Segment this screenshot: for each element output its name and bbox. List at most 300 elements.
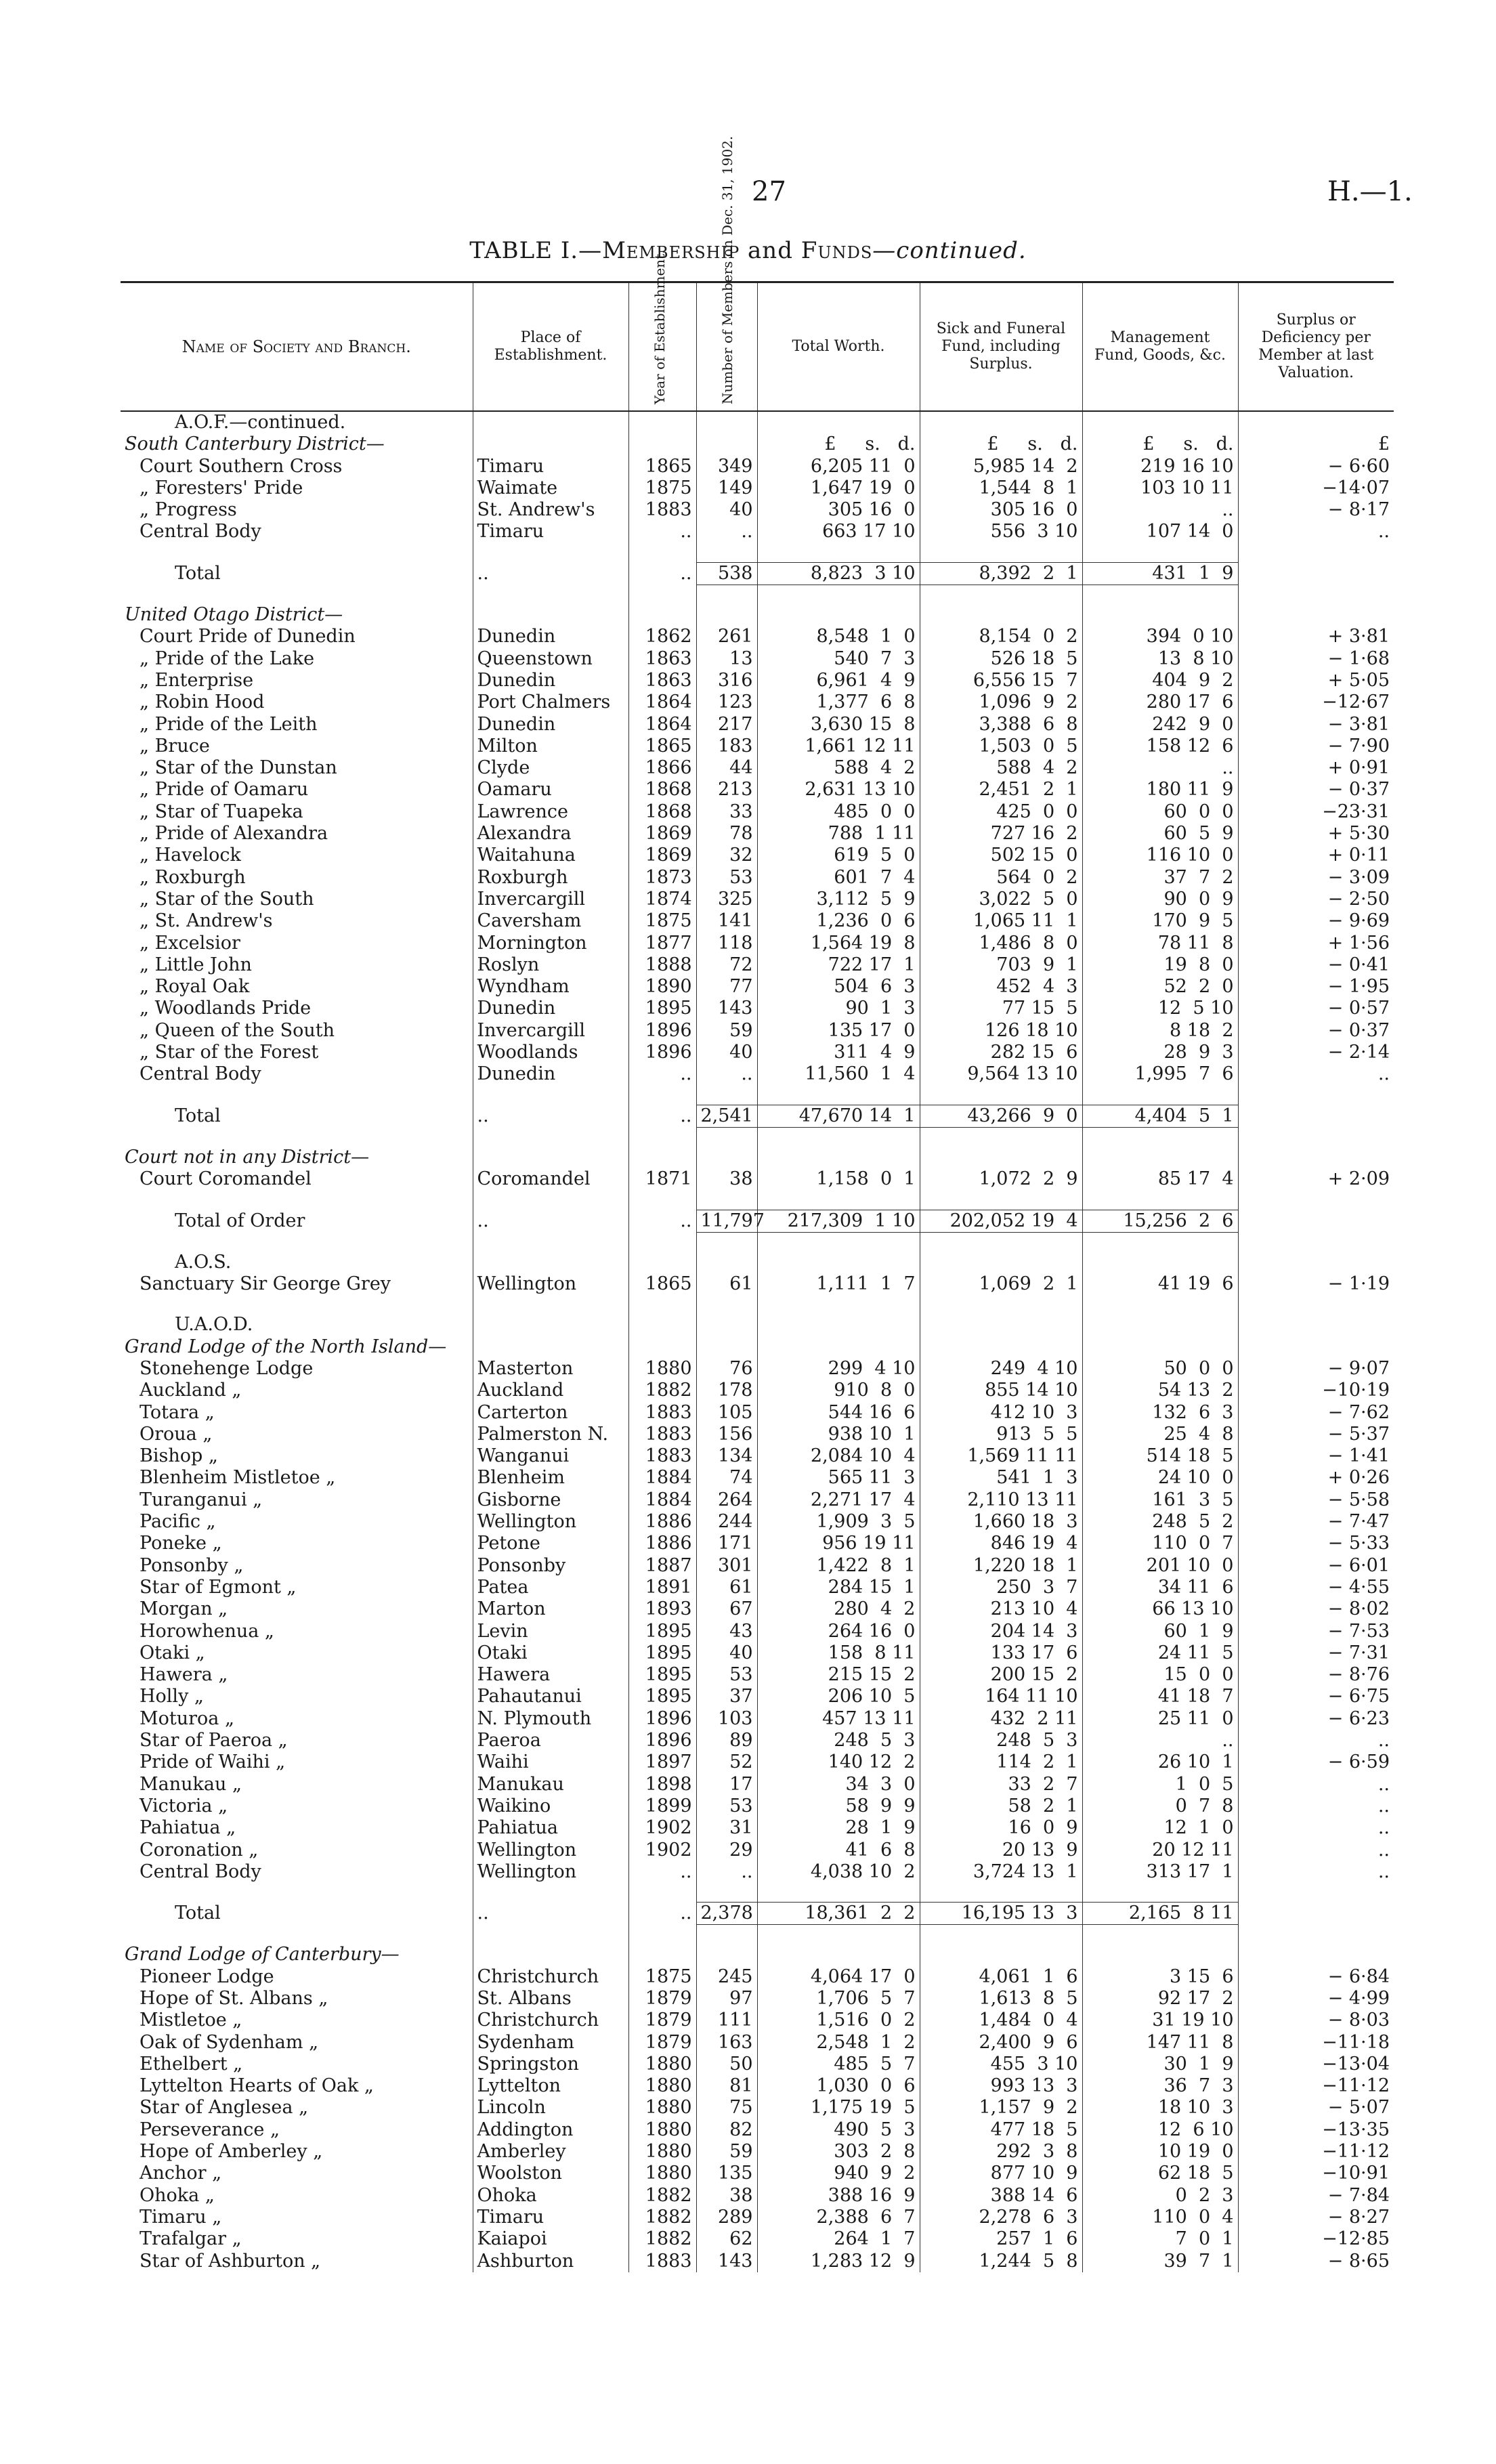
section-heading-row — [121, 433, 1394, 455]
members: 538 — [696, 562, 757, 585]
members: 38 — [696, 2185, 757, 2207]
table-row — [121, 954, 1394, 976]
branch-name: Court Coromandel — [140, 1168, 312, 1190]
branch-name: Total — [175, 1105, 221, 1126]
members: 97 — [696, 1988, 757, 2010]
members: 183 — [696, 736, 757, 757]
total-worth: 588 4 2 — [757, 757, 920, 779]
total-worth: 305 16 0 — [757, 499, 920, 521]
total-worth: 1,175 19 5 — [757, 2097, 920, 2119]
branch-name: Pacific „ — [140, 1511, 216, 1533]
place: Sydenham — [473, 2032, 628, 2054]
total-worth: 1,516 0 2 — [757, 2010, 920, 2031]
branch-name: Central Body — [140, 1063, 261, 1085]
year: 1896 — [628, 1020, 696, 1042]
branch-name: Poneke „ — [140, 1533, 222, 1554]
sick-fund: 1,484 0 4 — [920, 2010, 1082, 2031]
sick-fund: 213 10 4 — [920, 1598, 1082, 1620]
total-worth: 11,560 1 4 — [757, 1063, 920, 1085]
total-worth: 47,670 14 1 — [757, 1105, 920, 1127]
management-fund: 90 0 9 — [1082, 889, 1238, 910]
place: Otaki — [473, 1642, 628, 1664]
year: 1875 — [628, 477, 696, 499]
management-fund: 3 15 6 — [1082, 1966, 1238, 1988]
sick-fund: 388 14 6 — [920, 2185, 1082, 2207]
place: Wellington — [473, 1273, 628, 1295]
place: Wyndham — [473, 976, 628, 998]
members: 2,541 — [696, 1105, 757, 1127]
branch-name: „ Queen of the South — [140, 1019, 335, 1041]
branch-name: „ Star of Tuapeka — [140, 801, 303, 822]
total-worth: 2,271 17 4 — [757, 1489, 920, 1511]
sick-fund: 305 16 0 — [920, 499, 1082, 521]
management-fund: 8 18 2 — [1082, 1020, 1238, 1042]
branch-name: Holly „ — [140, 1686, 204, 1707]
management-fund: 41 18 7 — [1082, 1686, 1238, 1707]
sick-fund: 1,220 18 1 — [920, 1555, 1082, 1577]
branch-name: „ Pride of the Lake — [140, 647, 315, 669]
unit-label: £ s. d. — [920, 433, 1082, 455]
year: 1899 — [628, 1796, 696, 1817]
year: 1880 — [628, 2119, 696, 2141]
place: Gisborne — [473, 1489, 628, 1511]
branch-name: Hope of St. Albans „ — [140, 1988, 328, 2009]
place: Dunedin — [473, 714, 628, 736]
surplus: − 2·14 — [1238, 1042, 1394, 1063]
page-number: 27 — [752, 176, 786, 207]
branch-name: Ohoka „ — [140, 2184, 215, 2206]
year: 1902 — [628, 1840, 696, 1861]
place: Coromandel — [473, 1168, 628, 1190]
place: Petone — [473, 1533, 628, 1554]
table-row — [121, 1445, 1394, 1467]
table-row — [121, 2207, 1394, 2228]
sick-fund: 4,061 1 6 — [920, 1966, 1082, 1988]
year: 1897 — [628, 1751, 696, 1773]
members: 316 — [696, 670, 757, 692]
total-worth: 2,631 13 10 — [757, 779, 920, 801]
table-row — [121, 521, 1394, 543]
members: 244 — [696, 1511, 757, 1533]
section-heading: Grand Lodge of Canterbury— — [125, 1944, 400, 1966]
surplus: − 7·84 — [1238, 2185, 1394, 2207]
sick-fund: 33 2 7 — [920, 1774, 1082, 1796]
year: 1865 — [628, 1273, 696, 1295]
sick-fund: 1,486 8 0 — [920, 933, 1082, 954]
members: 76 — [696, 1358, 757, 1380]
table-row — [121, 626, 1394, 647]
members: 261 — [696, 626, 757, 647]
branch-name: „ Pride of Alexandra — [140, 823, 328, 845]
total-worth: 1,236 0 6 — [757, 910, 920, 932]
branch-name: „ Bruce — [140, 735, 210, 757]
surplus: + 3·81 — [1238, 626, 1394, 647]
surplus: + 0·11 — [1238, 845, 1394, 866]
branch-name: „ Star of the Dunstan — [140, 757, 337, 779]
branch-name: Star of Egmont „ — [140, 1576, 297, 1598]
place: Waimate — [473, 477, 628, 499]
members: 52 — [696, 1751, 757, 1773]
place: Wellington — [473, 1861, 628, 1883]
surplus: + 1·56 — [1238, 933, 1394, 954]
members: .. — [696, 521, 757, 543]
surplus: + 0·26 — [1238, 1467, 1394, 1489]
management-fund: 12 6 10 — [1082, 2119, 1238, 2141]
section-heading: A.O.S. — [175, 1251, 232, 1273]
place: Dunedin — [473, 1063, 628, 1085]
unit-label: £ — [1238, 433, 1394, 455]
branch-name: Sanctuary Sir George Grey — [140, 1273, 391, 1295]
table-row — [121, 1966, 1394, 1988]
place: Patea — [473, 1577, 628, 1598]
place: .. — [473, 1903, 628, 1925]
management-fund: 30 1 9 — [1082, 2054, 1238, 2075]
surplus: − 6·60 — [1238, 456, 1394, 477]
members: 17 — [696, 1774, 757, 1796]
total-worth: 41 6 8 — [757, 1840, 920, 1861]
section-heading-row — [121, 1336, 1394, 1358]
unit-label: £ s. d. — [1082, 433, 1238, 455]
total-worth: 940 9 2 — [757, 2163, 920, 2184]
table-row — [121, 889, 1394, 910]
year: 1896 — [628, 1708, 696, 1730]
management-fund: 431 1 9 — [1082, 562, 1238, 585]
table-row — [121, 779, 1394, 801]
surplus: .. — [1238, 1774, 1394, 1796]
year: 1893 — [628, 1598, 696, 1620]
surplus: − 6·84 — [1238, 1966, 1394, 1988]
members: 75 — [696, 2097, 757, 2119]
table-row — [121, 845, 1394, 866]
surplus: −10·19 — [1238, 1380, 1394, 1401]
total-worth: 565 11 3 — [757, 1467, 920, 1489]
members: 61 — [696, 1577, 757, 1598]
surplus: − 4·99 — [1238, 1988, 1394, 2010]
members: 67 — [696, 1598, 757, 1620]
place: Woodlands — [473, 1042, 628, 1063]
management-fund: .. — [1082, 1730, 1238, 1751]
surplus: − 3·81 — [1238, 714, 1394, 736]
place: Masterton — [473, 1358, 628, 1380]
year: 1880 — [628, 2075, 696, 2097]
table-row — [121, 1751, 1394, 1773]
place: Blenheim — [473, 1467, 628, 1489]
members: 141 — [696, 910, 757, 932]
table-row — [121, 477, 1394, 499]
management-fund: 12 1 0 — [1082, 1817, 1238, 1839]
management-fund: 201 10 0 — [1082, 1555, 1238, 1577]
surplus: − 8·17 — [1238, 499, 1394, 521]
members: 105 — [696, 1402, 757, 1424]
place: St. Albans — [473, 1988, 628, 2010]
table-row — [121, 1063, 1394, 1085]
members: 53 — [696, 1664, 757, 1686]
total-worth: 299 4 10 — [757, 1358, 920, 1380]
surplus: − 1·19 — [1238, 1273, 1394, 1295]
surplus: −12·67 — [1238, 692, 1394, 713]
sick-fund: 1,503 0 5 — [920, 736, 1082, 757]
table-row — [121, 757, 1394, 779]
branch-name: Ethelbert „ — [140, 2053, 243, 2075]
management-fund: 107 14 0 — [1082, 521, 1238, 543]
surplus: + 0·91 — [1238, 757, 1394, 779]
year: .. — [628, 1105, 696, 1127]
management-fund: 0 7 8 — [1082, 1796, 1238, 1817]
management-fund: 62 18 5 — [1082, 2163, 1238, 2184]
members: 50 — [696, 2054, 757, 2075]
year: 1875 — [628, 910, 696, 932]
surplus: + 5·30 — [1238, 823, 1394, 845]
place: Roslyn — [473, 954, 628, 976]
members: 40 — [696, 499, 757, 521]
place: Caversham — [473, 910, 628, 932]
branch-name: Total — [175, 1903, 221, 1924]
sick-fund: 452 4 3 — [920, 976, 1082, 998]
year: 1874 — [628, 889, 696, 910]
branch-name: Central Body — [140, 521, 261, 543]
surplus: − 1·41 — [1238, 1445, 1394, 1467]
surplus: − 5·07 — [1238, 2097, 1394, 2119]
members: 33 — [696, 801, 757, 823]
place: Timaru — [473, 2207, 628, 2228]
total-worth: 1,111 1 7 — [757, 1273, 920, 1295]
sick-fund: 200 15 2 — [920, 1664, 1082, 1686]
table-row — [121, 1817, 1394, 1839]
surplus: − 0·37 — [1238, 1020, 1394, 1042]
year: 1880 — [628, 2163, 696, 2184]
year: 1883 — [628, 1402, 696, 1424]
branch-name: „ Pride of the Leith — [140, 713, 318, 735]
members: 44 — [696, 757, 757, 779]
branch-name: Anchor „ — [140, 2163, 222, 2184]
table-row — [121, 976, 1394, 998]
year: 1882 — [628, 2185, 696, 2207]
place: Clyde — [473, 757, 628, 779]
branch-name: Horowhenua „ — [140, 1620, 274, 1642]
management-fund: 280 17 6 — [1082, 692, 1238, 713]
branch-name: Trafalgar „ — [140, 2228, 242, 2250]
branch-name: Hope of Amberley „ — [140, 2141, 323, 2163]
management-fund: 313 17 1 — [1082, 1861, 1238, 1883]
sick-fund: 16,195 13 3 — [920, 1903, 1082, 1925]
surplus: − 8·03 — [1238, 2010, 1394, 2031]
members: 59 — [696, 2141, 757, 2163]
sick-fund: 5,985 14 2 — [920, 456, 1082, 477]
year: 1880 — [628, 2141, 696, 2163]
year: 1888 — [628, 954, 696, 976]
members: 53 — [696, 867, 757, 889]
surplus: − 2·50 — [1238, 889, 1394, 910]
total-worth: 663 17 10 — [757, 521, 920, 543]
table-row — [121, 1708, 1394, 1730]
members: 31 — [696, 1817, 757, 1839]
sick-fund: 3,724 13 1 — [920, 1861, 1082, 1883]
surplus: − 5·37 — [1238, 1424, 1394, 1445]
management-fund: 13 8 10 — [1082, 648, 1238, 670]
total-worth: 34 3 0 — [757, 1774, 920, 1796]
branch-name: „ Enterprise — [140, 669, 254, 691]
total-worth: 248 5 3 — [757, 1730, 920, 1751]
surplus: − 0·57 — [1238, 998, 1394, 1019]
management-fund: 54 13 2 — [1082, 1380, 1238, 1401]
total-worth: 28 1 9 — [757, 1817, 920, 1839]
sick-fund: 588 4 2 — [920, 757, 1082, 779]
members: 325 — [696, 889, 757, 910]
total-worth: 1,647 19 0 — [757, 477, 920, 499]
sick-fund: 1,096 9 2 — [920, 692, 1082, 713]
spacer-row — [121, 1295, 1394, 1314]
surplus: −13·04 — [1238, 2054, 1394, 2075]
management-fund: 158 12 6 — [1082, 736, 1238, 757]
surplus: − 6·23 — [1238, 1708, 1394, 1730]
sick-fund: 8,392 2 1 — [920, 562, 1082, 585]
management-fund: 110 0 7 — [1082, 1533, 1238, 1554]
place: Alexandra — [473, 823, 628, 845]
table-row — [121, 692, 1394, 713]
place: Manukau — [473, 1774, 628, 1796]
management-fund: 25 11 0 — [1082, 1708, 1238, 1730]
table-title: TABLE I.—Membership and Funds—continued. — [469, 237, 1027, 264]
total-worth: 619 5 0 — [757, 845, 920, 866]
total-worth: 540 7 3 — [757, 648, 920, 670]
total-worth: 3,112 5 9 — [757, 889, 920, 910]
sick-fund: 204 14 3 — [920, 1621, 1082, 1642]
members: 245 — [696, 1966, 757, 1988]
table-row — [121, 1664, 1394, 1686]
branch-name: „ Progress — [140, 499, 237, 521]
header-mgmt: Management Fund, Goods, &c. — [1082, 282, 1238, 412]
members: 81 — [696, 2075, 757, 2097]
table-row — [121, 648, 1394, 670]
sick-fund: 257 1 6 — [920, 2228, 1082, 2250]
surplus: .. — [1238, 1063, 1394, 1085]
members: 217 — [696, 714, 757, 736]
members: 29 — [696, 1840, 757, 1861]
members: 135 — [696, 2163, 757, 2184]
branch-name: Morgan „ — [140, 1598, 228, 1620]
table-row — [121, 998, 1394, 1019]
members: 2,378 — [696, 1903, 757, 1925]
total-worth: 18,361 2 2 — [757, 1903, 920, 1925]
total-worth: 135 17 0 — [757, 1020, 920, 1042]
section-heading: South Canterbury District— — [125, 433, 385, 455]
surplus: − 0·41 — [1238, 954, 1394, 976]
year: 1886 — [628, 1533, 696, 1554]
place: Christchurch — [473, 1966, 628, 1988]
section-heading: U.A.O.D. — [175, 1314, 253, 1336]
place: Dunedin — [473, 998, 628, 1019]
surplus: − 6·01 — [1238, 1555, 1394, 1577]
sick-fund: 1,072 2 9 — [920, 1168, 1082, 1190]
branch-name: „ Pride of Oamaru — [140, 779, 309, 801]
year: 1896 — [628, 1730, 696, 1751]
sick-fund: 9,564 13 10 — [920, 1063, 1082, 1085]
table-row — [121, 2010, 1394, 2031]
sick-fund: 2,278 6 3 — [920, 2207, 1082, 2228]
members: 171 — [696, 1533, 757, 1554]
sick-fund: 425 0 0 — [920, 801, 1082, 823]
total-worth: 280 4 2 — [757, 1598, 920, 1620]
branch-name: Blenheim Mistletoe „ — [140, 1467, 336, 1489]
spacer-row — [121, 1191, 1394, 1210]
unit-label: £ s. d. — [757, 433, 920, 455]
sick-fund: 58 2 1 — [920, 1796, 1082, 1817]
members: 38 — [696, 1168, 757, 1190]
total-row — [121, 1105, 1394, 1127]
sick-fund: 249 4 10 — [920, 1358, 1082, 1380]
members: 43 — [696, 1621, 757, 1642]
surplus: − 5·58 — [1238, 1489, 1394, 1511]
sick-fund: 455 3 10 — [920, 2054, 1082, 2075]
place: .. — [473, 562, 628, 585]
table-row — [121, 1467, 1394, 1489]
surplus: − 0·37 — [1238, 779, 1394, 801]
table-row — [121, 2119, 1394, 2141]
surplus — [1238, 1210, 1394, 1232]
total-worth: 601 7 4 — [757, 867, 920, 889]
year: 1864 — [628, 692, 696, 713]
table-row — [121, 1774, 1394, 1796]
spacer-row — [121, 1883, 1394, 1903]
members: 178 — [696, 1380, 757, 1401]
place: Port Chalmers — [473, 692, 628, 713]
management-fund: 404 9 2 — [1082, 670, 1238, 692]
year: .. — [628, 1861, 696, 1883]
place: Wanganui — [473, 1445, 628, 1467]
sick-fund: 1,065 11 1 — [920, 910, 1082, 932]
table-row — [121, 2185, 1394, 2207]
branch-name: Pioneer Lodge — [140, 1966, 274, 1987]
sick-fund: 564 0 2 — [920, 867, 1082, 889]
surplus: − 3·09 — [1238, 867, 1394, 889]
place: Pahautanui — [473, 1686, 628, 1707]
year: 1863 — [628, 648, 696, 670]
branch-name: „ Roxburgh — [140, 866, 246, 888]
total-worth: 2,548 1 2 — [757, 2032, 920, 2054]
year: 1895 — [628, 998, 696, 1019]
table-row — [121, 1988, 1394, 2010]
section-heading: Court not in any District— — [125, 1146, 370, 1168]
members: 11,797 — [696, 1210, 757, 1232]
members: 89 — [696, 1730, 757, 1751]
place: Roxburgh — [473, 867, 628, 889]
management-fund: 180 11 9 — [1082, 779, 1238, 801]
surplus: .. — [1238, 1730, 1394, 1751]
surplus: − 7·62 — [1238, 1402, 1394, 1424]
total-worth: 485 5 7 — [757, 2054, 920, 2075]
members: 72 — [696, 954, 757, 976]
table-row — [121, 867, 1394, 889]
branch-name: Pride of Waihi „ — [140, 1751, 286, 1773]
sick-fund: 8,154 0 2 — [920, 626, 1082, 647]
total-worth: 311 4 9 — [757, 1042, 920, 1063]
table-row — [121, 456, 1394, 477]
sick-fund: 282 15 6 — [920, 1042, 1082, 1063]
sick-fund: 412 10 3 — [920, 1402, 1082, 1424]
place: Hawera — [473, 1664, 628, 1686]
surplus: + 2·09 — [1238, 1168, 1394, 1190]
table-row — [121, 1840, 1394, 1861]
table-row — [121, 1533, 1394, 1554]
branch-name: Court Pride of Dunedin — [140, 626, 356, 647]
sick-fund: 2,451 2 1 — [920, 779, 1082, 801]
sick-fund: 114 2 1 — [920, 1751, 1082, 1773]
place: Ponsonby — [473, 1555, 628, 1577]
management-fund: 26 10 1 — [1082, 1751, 1238, 1773]
total-worth: 1,030 0 6 — [757, 2075, 920, 2097]
year: .. — [628, 521, 696, 543]
sick-fund: 727 16 2 — [920, 823, 1082, 845]
